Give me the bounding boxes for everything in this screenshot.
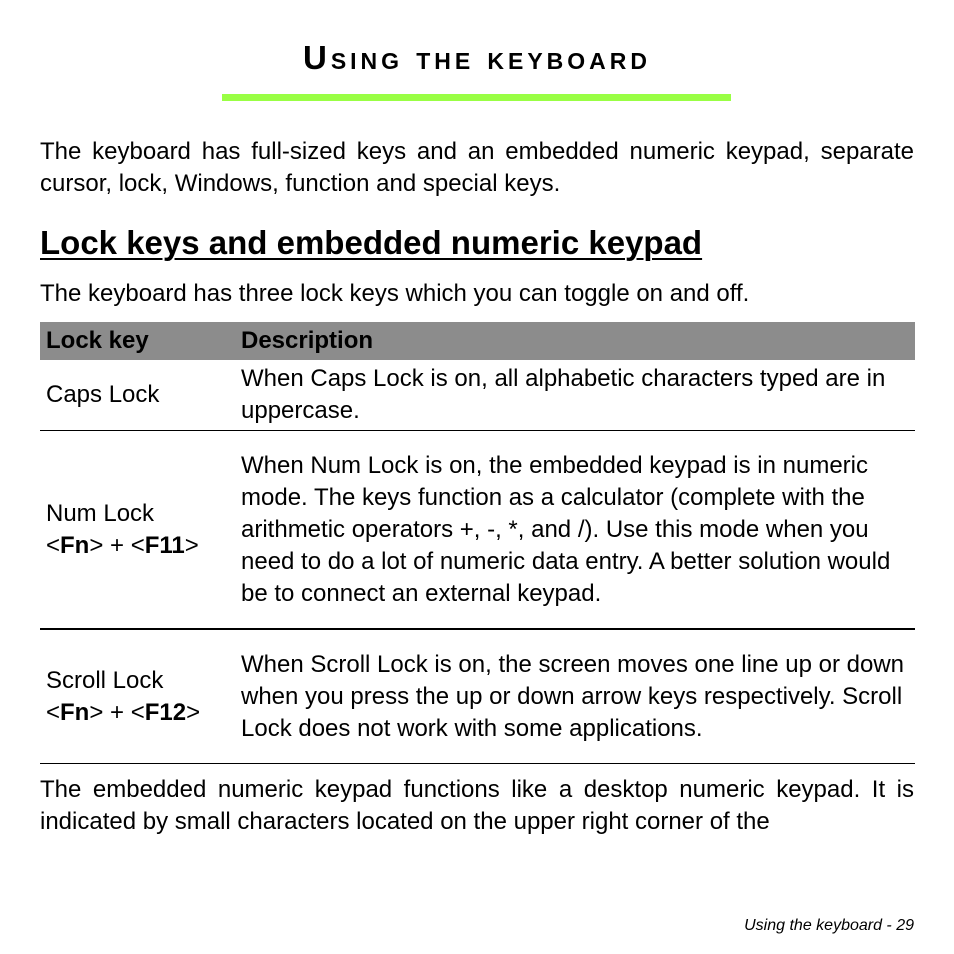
table-header-row xyxy=(40,322,915,360)
lock-keys-table xyxy=(40,322,915,764)
key-combo: <Fn> + <F11> xyxy=(46,531,199,559)
lock-key-name: Scroll Lock xyxy=(46,666,164,694)
lock-keys-intro: The keyboard has three lock keys which you can toggle on and off. xyxy=(40,280,750,307)
page-title: Using the keyboard xyxy=(302,39,652,76)
lock-key-name: Caps Lock xyxy=(46,381,160,408)
page-footer: Using the keyboard - 29 xyxy=(744,917,914,934)
section-heading: Lock keys and embedded numeric keypad xyxy=(40,224,703,261)
header-lock-key: Lock key xyxy=(40,322,235,360)
lock-key-cell xyxy=(40,431,235,630)
header-description: Description xyxy=(235,322,915,360)
description-cell: When Scroll Lock is on, the screen moves one line up or down when you press the up or down arrow keys respectively. Scroll Lock does not work with some applications. xyxy=(235,629,915,764)
title-underline-rule xyxy=(222,94,731,101)
lock-key-cell xyxy=(40,629,235,764)
table-row xyxy=(40,360,915,431)
description-cell: When Caps Lock is on, all alphabetic characters typed are in uppercase. xyxy=(235,360,915,431)
intro-paragraph: The keyboard has full-sized keys and an embedded numeric keypad, separate cursor, lock, Windows, function and special keys. xyxy=(40,138,914,197)
outro-paragraph: The embedded numeric keypad functions like a desktop numeric keypad. It is indicated by small characters located on the upper right corner of the xyxy=(40,776,914,835)
description-cell: When Num Lock is on, the embedded keypad is in numeric mode. The keys function as a calculator (complete with the arithmetic operators +, -, *, and /). Use this mode when you need to do a lot of numeric data entry. A better solution would be to connect an external keypad. xyxy=(235,431,915,630)
lock-key-cell xyxy=(40,360,235,431)
key-combo: <Fn> + <F12> xyxy=(46,698,201,726)
table-row xyxy=(40,431,915,630)
table-row xyxy=(40,629,915,764)
lock-key-name: Num Lock xyxy=(46,499,155,527)
